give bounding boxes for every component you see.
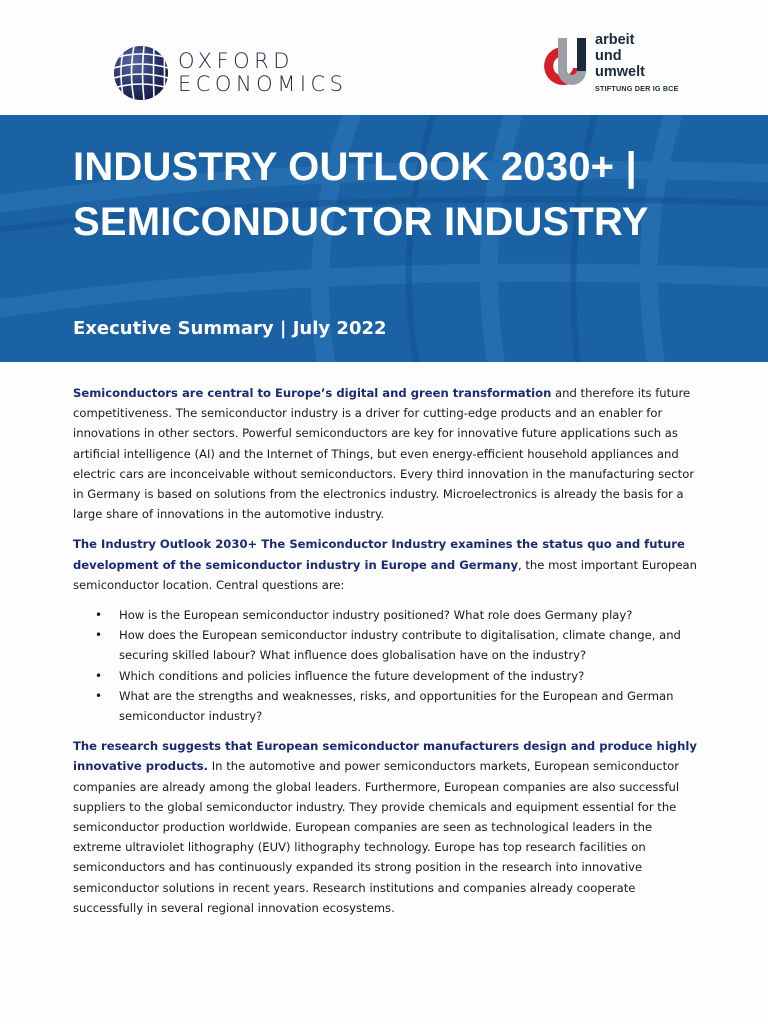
au-subline: STIFTUNG DER IG BCE bbox=[595, 84, 679, 93]
paragraph-3-text: In the automotive and power semiconductors markets, European semiconductor companies are already among the global leaders. Furthermore, European companies are also successful suppliers to the global semiconductor industry. They provide chemicals and equipment essential for the semiconductor production worldwide. European companies are seen as technological leaders in the extreme ultraviolet lithography (EUV) lithography technology. Europe has top research facilities on semiconductors and has continuously expanded its strong position in the research into innovative semiconductor solutions in recent years. Research institutions and companies already cooperate successfully in several regional innovation ecosystems. bbox=[73, 759, 680, 915]
paragraph-2 bbox=[73, 534, 698, 595]
paragraph-1 bbox=[73, 383, 698, 524]
paragraph-1-lead: Semiconductors are central to Europe’s digital and green transformation bbox=[73, 386, 552, 400]
list-item: • How does the European semiconductor industry contribute to digitalisation, climate change, and securing skilled labour? What influence does globalisation have on the industry? bbox=[73, 625, 698, 665]
paragraph-1-text: and therefore its future competitiveness. The semiconductor industry is a driver for cutting-edge products and an enabler for innovations in other sectors. Powerful semiconductors are key for innovative future applications such as artificial intelligence (AI) and the Internet of Things, but even energy-efficient household appliances and electric cars are inconceivable without semiconductors. Every third innovation in the manufacturing sector in Germany is based on solutions from the electronics industry. Microelectronics is already the basis for a large share of innovations in the automotive industry. bbox=[73, 386, 695, 522]
paragraph-3-lead: The research suggests that European semiconductor manufacturers design and produce highly innovative products. bbox=[73, 739, 697, 774]
arbeit-und-umwelt-logo bbox=[536, 32, 686, 100]
logo-line-2: ECONOMICS bbox=[178, 72, 348, 96]
au-line-3: umwelt bbox=[595, 64, 645, 80]
paragraph-2-text: , the most important European semiconductor location. Central questions are: bbox=[73, 557, 697, 592]
au-line-1: arbeit bbox=[595, 32, 635, 48]
logo-line-1: OXFORD bbox=[178, 49, 294, 73]
title-banner bbox=[0, 115, 768, 362]
document-title: INDUSTRY OUTLOOK 2030+ | SEMICONDUCTOR INDUSTRY bbox=[73, 145, 649, 244]
list-item: • Which conditions and policies influence the future development of the industry? bbox=[73, 666, 698, 686]
paragraph-3 bbox=[73, 736, 698, 918]
oxford-economics-wordmark bbox=[178, 50, 348, 96]
page-header bbox=[0, 0, 768, 115]
paragraph-2-lead: The Industry Outlook 2030+ The Semiconductor Industry examines the status quo and future development of the semiconductor industry in Europe and Germany bbox=[73, 537, 685, 572]
arbeit-und-umwelt-mark-icon bbox=[536, 34, 596, 96]
list-item: • How is the European semiconductor industry positioned? What role does Germany play? bbox=[73, 605, 698, 625]
oxford-economics-logo bbox=[112, 44, 348, 102]
central-questions-list bbox=[73, 605, 698, 726]
list-item: • What are the strengths and weaknesses, risks, and opportunities for the European and German semiconductor industry? bbox=[73, 686, 698, 726]
summary-body bbox=[73, 383, 698, 928]
au-line-2: und bbox=[595, 48, 622, 64]
document-subtitle: Executive Summary | July 2022 bbox=[73, 318, 387, 339]
globe-icon bbox=[112, 44, 170, 102]
arbeit-und-umwelt-wordmark bbox=[595, 32, 645, 80]
